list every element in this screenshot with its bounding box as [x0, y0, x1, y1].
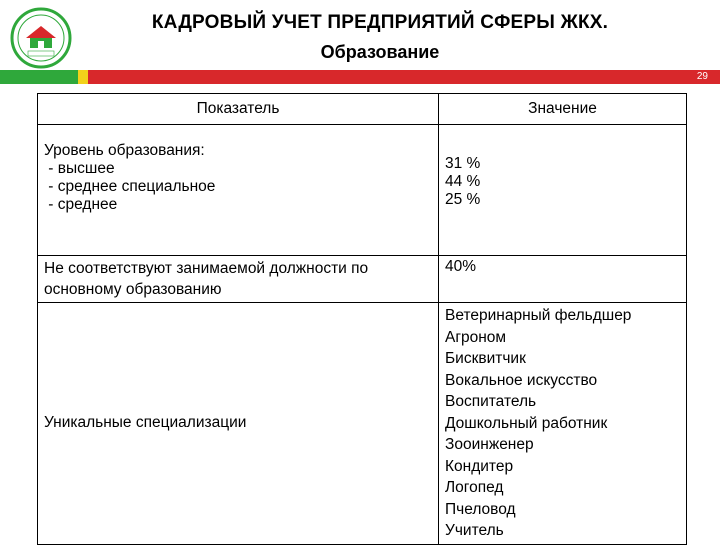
- table-row: [38, 125, 687, 256]
- color-band: [0, 70, 720, 84]
- page-number: 29: [696, 71, 708, 82]
- education-value: 25 %: [445, 191, 481, 208]
- list-item: Пчеловод: [445, 500, 516, 518]
- band-green: [0, 70, 78, 84]
- education-label-line: - высшее: [44, 160, 115, 177]
- unique-label: Уникальные специализации: [38, 303, 439, 545]
- page-title: КАДРОВЫЙ УЧЕТ ПРЕДПРИЯТИЙ СФЕРЫ ЖКХ.: [151, 12, 609, 33]
- list-item: Агроном: [445, 328, 507, 346]
- education-label-line: Уровень образования:: [44, 142, 205, 159]
- table-header-row: [38, 94, 687, 125]
- emblem-logo: [6, 6, 76, 70]
- mismatch-label: Не соответствуют занимаемой должности по основному образованию: [38, 256, 439, 303]
- education-value: 31 %: [445, 155, 481, 172]
- education-label-line: - среднее: [44, 196, 118, 213]
- list-item: Дошкольный работник: [445, 414, 608, 432]
- header-indicator: Показатель: [38, 94, 439, 125]
- band-yellow: [78, 70, 88, 84]
- list-item: Бисквитчик: [445, 350, 526, 367]
- list-item: Учитель: [445, 522, 504, 539]
- table-row: [38, 256, 687, 303]
- list-item: Воспитатель: [445, 393, 537, 410]
- band-red: [88, 70, 720, 84]
- education-table: [37, 93, 687, 545]
- education-value: 44 %: [445, 173, 481, 190]
- education-label: [38, 125, 439, 256]
- list-item: Ветеринарный фельдшер: [445, 307, 632, 324]
- mismatch-value: 40%: [439, 256, 687, 303]
- list-item: Зооинженер: [445, 436, 534, 453]
- education-values: [439, 125, 687, 256]
- unique-list: [439, 303, 687, 545]
- list-item: Вокальное искусство: [445, 371, 598, 389]
- education-label-line: - среднее специальное: [44, 178, 216, 195]
- list-item: Кондитер: [445, 457, 514, 475]
- table-row: [38, 303, 687, 545]
- header-value: Значение: [439, 94, 687, 125]
- slide-header: [120, 12, 640, 63]
- list-item: Логопед: [445, 479, 504, 496]
- page-subtitle: Образование: [320, 42, 440, 62]
